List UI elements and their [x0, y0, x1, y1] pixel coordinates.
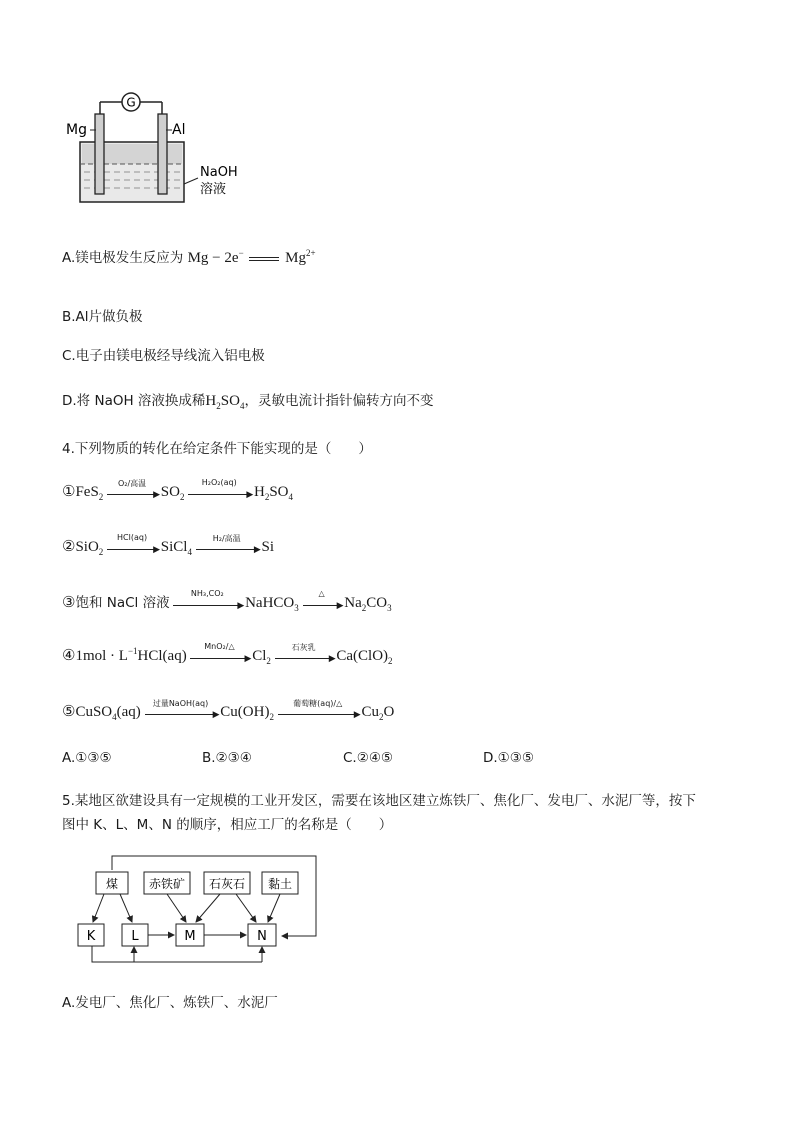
coal-label: 煤: [105, 877, 119, 891]
option-d[interactable]: D.将 NaOH 溶液换成稀$H_2SO_4$，灵敏电流计指针偏转方向不变: [62, 393, 434, 411]
n-label: N: [257, 929, 267, 944]
q4-stem: 4.下列物质的转化在给定条件下能实现的是（ ）: [62, 441, 372, 457]
reaction-5: ⑤CuSO$_4$(aq) 过量NaOH(aq) ▶ $Cu(OH)_2$ 葡萄糖(aq)/△ ▶ $Cu_2O$: [62, 699, 395, 722]
q5-option-a[interactable]: A.发电厂、焦化厂、炼铁厂、水泥厂: [62, 995, 278, 1011]
l-label: L: [131, 929, 139, 944]
q4-option-d[interactable]: D.①③⑤: [483, 750, 534, 766]
limestone-label: 石灰石: [208, 877, 246, 891]
mg-label: Mg: [66, 122, 87, 138]
reaction-2: ②SiO$_2$ HCl(aq) ▶ SiCl$_4$ H₂/高温 ▶ Si: [62, 533, 274, 557]
galvanic-cell-figure: [62, 92, 252, 207]
mg-electrode: [95, 114, 104, 194]
clay-label: 黏土: [267, 877, 293, 891]
q5-stem-line2: 图中 K、L、M、N 的顺序，相应工厂的名称是（ ）: [62, 817, 393, 833]
hematite-label: 赤铁矿: [148, 877, 186, 891]
option-c[interactable]: C.电子由镁电极经导线流入铝电极: [62, 348, 265, 364]
option-b[interactable]: B.Al片做负极: [62, 309, 143, 325]
reaction-1: ①FeS$_2$ O₂/高温 ▶ $SO_2$ H₂O₂(aq) ▶ $H_2SO_4$: [62, 478, 294, 502]
naoh-label: NaOH: [200, 165, 238, 180]
m-label: M: [184, 929, 196, 944]
reaction-4: ④1mol · $L^{-1}HCl(aq)$ MnO₂/△ ▶ $Cl_2$ 石灰乳 ▶ $Ca(ClO)_2$: [62, 642, 393, 666]
q4-option-a[interactable]: A.①③⑤: [62, 750, 112, 766]
al-electrode: [158, 114, 167, 194]
factory-flow-diagram: [74, 852, 324, 967]
option-a[interactable]: [62, 246, 316, 267]
q5-stem-line1: 5.某地区欲建设具有一定规模的工业开发区，需要在该地区建立炼铁厂、焦化厂、发电厂、水泥厂等，按下: [62, 793, 696, 809]
q4-option-b[interactable]: B.②③④: [202, 750, 252, 766]
option-a-formula: Mg − 2e− $Mg^{2+}$: [187, 248, 316, 266]
option-a-text: A.镁电极发生反应为: [62, 250, 184, 266]
reaction-3: ③饱和 NaCl 溶液 NH₃,CO₂ ▶ NaHCO$_3$ △ ▶ $Na_2CO_3$: [62, 589, 392, 613]
solution-label: 溶液: [200, 182, 227, 197]
h2so4-formula: $H_2SO_4$: [205, 393, 245, 411]
galvanometer-label: G: [126, 95, 136, 110]
k-label: K: [86, 929, 96, 944]
q4-option-c[interactable]: C.②④⑤: [343, 750, 394, 766]
al-label: Al: [172, 122, 186, 138]
